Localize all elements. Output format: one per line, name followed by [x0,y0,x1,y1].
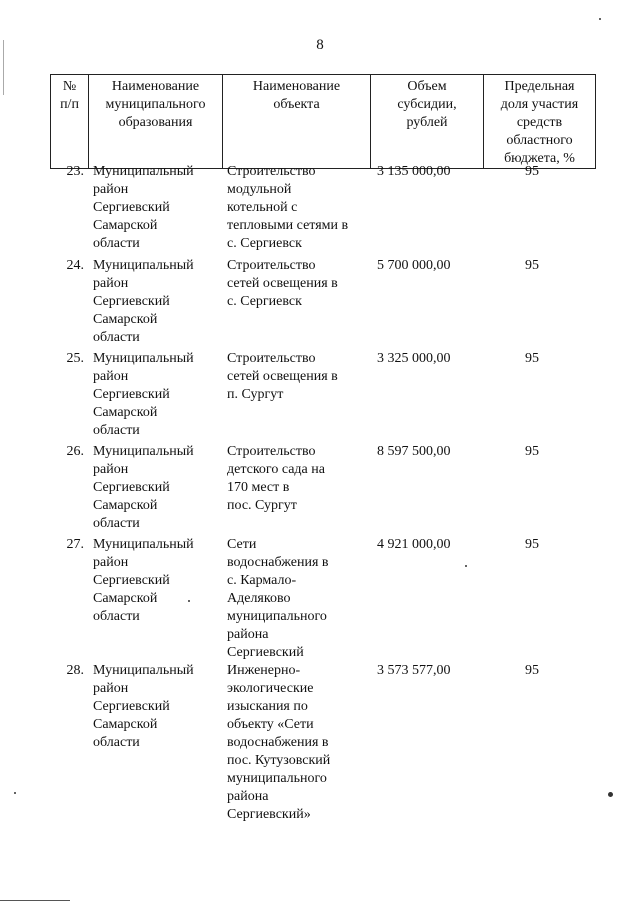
header-text: п/п [60,97,79,112]
row-subsidy: 3 135 000,00 [377,164,451,179]
object-line: котельной с [227,200,298,215]
header-text: образования [118,115,193,130]
municipality-line: Сергиевский [93,387,170,402]
row-municipality [93,350,221,440]
header-text: Наименование [252,79,341,94]
object-line: Сергиевский» [227,807,311,822]
municipality-line: Сергиевский [93,480,170,495]
object-line: района [227,789,269,804]
row-municipality [93,536,221,626]
header-text: субсидии, [397,97,457,112]
municipality-line: Самарской [93,405,158,420]
page-number: 8 [316,37,324,53]
scan-edge-mark [3,40,4,95]
municipality-line: район [93,369,129,384]
header-text: доля участия [500,97,579,112]
header-col-subsidy [371,75,484,169]
header-col-municipality [89,75,223,169]
header-text: № [62,79,77,94]
row-municipality [93,443,221,533]
row-object [227,536,369,662]
object-line: сетей освещения в [227,369,338,384]
object-line: 170 мест в [227,480,290,495]
scan-speck [608,792,613,797]
object-line: с. Сергиевск [227,236,302,251]
municipality-line: Сергиевский [93,573,170,588]
row-share: 95 [525,258,539,273]
municipality-line: район [93,555,129,570]
object-line: Строительство [227,258,316,273]
row-subsidy: 8 597 500,00 [377,444,451,459]
header-text: Наименование [111,79,200,94]
row-number: 26. [66,444,84,459]
header-text: муниципального [105,97,206,112]
object-line: пос. Сургут [227,498,297,513]
header-col-object [223,75,371,169]
object-line: изыскания по [227,699,308,714]
row-share: 95 [525,444,539,459]
municipality-line: области [93,423,140,438]
object-line: муниципального [227,771,327,786]
municipality-line: район [93,276,129,291]
row-subsidy: 3 573 577,00 [377,663,451,678]
row-object [227,257,369,311]
municipality-line: Сергиевский [93,699,170,714]
municipality-line: Муниципальный [93,444,194,459]
object-line: муниципального [227,609,327,624]
row-object [227,443,369,515]
header-text: средств [516,115,563,130]
row-object [227,662,369,824]
municipality-line: Самарской [93,591,158,606]
row-share: 95 [525,663,539,678]
row-municipality [93,662,221,752]
object-line: с. Кармало- [227,573,297,588]
object-line: детского сада на [227,462,325,477]
object-line: водоснабжения в [227,555,329,570]
municipality-line: Самарской [93,717,158,732]
scan-speck [188,600,190,602]
scan-speck [465,565,467,567]
municipality-line: области [93,735,140,750]
object-line: пос. Кутузовский [227,753,331,768]
scan-speck [599,18,601,20]
object-line: с. Сергиевск [227,294,302,309]
header-text: рублей [406,115,448,130]
header-text: Объем [407,79,447,94]
municipality-line: район [93,182,129,197]
row-subsidy: 4 921 000,00 [377,537,451,552]
municipality-line: Самарской [93,498,158,513]
row-municipality [93,257,221,347]
scan-edge-mark [0,900,70,901]
object-line: района [227,627,269,642]
row-number: 28. [66,663,84,678]
municipality-line: Муниципальный [93,663,194,678]
municipality-line: области [93,330,140,345]
row-number: 24. [66,258,84,273]
municipality-line: Муниципальный [93,164,194,179]
row-object [227,163,369,253]
header-text: объекта [273,97,320,112]
header-text: Предельная [504,79,575,94]
header-col-share [484,75,596,169]
object-line: Строительство [227,444,316,459]
municipality-line: Самарской [93,312,158,327]
municipality-line: Самарской [93,218,158,233]
municipality-line: области [93,236,140,251]
object-line: Строительство [227,351,316,366]
municipality-line: Сергиевский [93,294,170,309]
header-text: областного [506,133,573,148]
municipality-line: области [93,516,140,531]
row-number: 25. [66,351,84,366]
municipality-line: Муниципальный [93,537,194,552]
object-line: Аделяково [227,591,291,606]
object-line: модульной [227,182,292,197]
row-object [227,350,369,404]
object-line: тепловыми сетями в [227,218,349,233]
municipality-line: Муниципальный [93,258,194,273]
row-subsidy: 3 325 000,00 [377,351,451,366]
municipality-line: район [93,462,129,477]
header-text: бюджета, % [504,151,575,166]
object-line: сетей освещения в [227,276,338,291]
object-line: п. Сургут [227,387,284,402]
municipality-line: район [93,681,129,696]
row-share: 95 [525,351,539,366]
row-subsidy: 5 700 000,00 [377,258,451,273]
scan-speck [14,792,16,794]
row-municipality [93,163,221,253]
object-line: Инженерно- [227,663,301,678]
row-share: 95 [525,164,539,179]
municipality-line: Сергиевский [93,200,170,215]
object-line: Строительство [227,164,316,179]
object-line: экологические [227,681,314,696]
object-line: Сергиевский [227,645,304,660]
object-line: Сети [227,537,257,552]
object-line: водоснабжения в [227,735,329,750]
row-number: 23. [66,164,84,179]
municipality-line: Муниципальный [93,351,194,366]
table-header [50,74,596,169]
object-line: объекту «Сети [227,717,314,732]
header-col-number [51,75,89,169]
municipality-line: области [93,609,140,624]
row-number: 27. [66,537,84,552]
row-share: 95 [525,537,539,552]
